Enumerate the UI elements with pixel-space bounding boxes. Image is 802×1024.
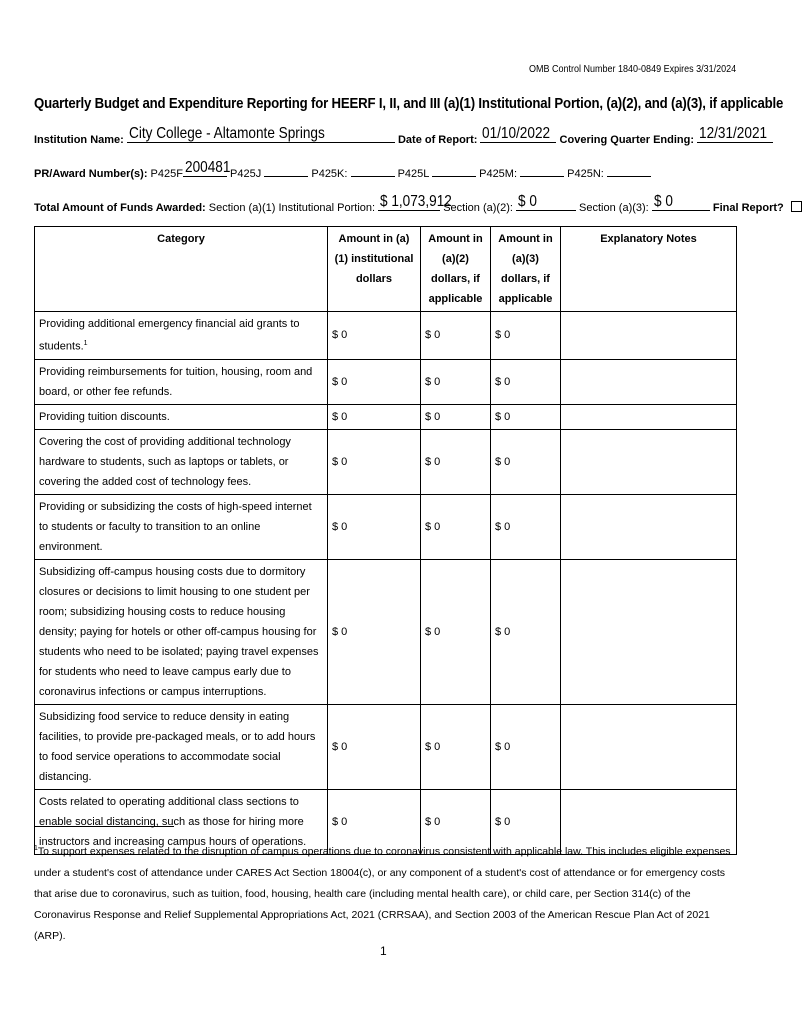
- p425f-value: 200481: [184, 159, 231, 176]
- header-category: Category: [35, 227, 328, 312]
- explanatory-notes-cell[interactable]: [561, 404, 737, 429]
- section-a3-value: $ 0: [653, 193, 673, 210]
- amount-a3-cell[interactable]: $ 0: [491, 789, 561, 854]
- amount-a2-cell[interactable]: $ 0: [421, 312, 491, 360]
- amount-a1-cell[interactable]: $ 0: [328, 789, 421, 854]
- institution-label: Institution Name:: [34, 134, 124, 146]
- institution-name-value: City College - Altamonte Springs: [128, 125, 325, 142]
- amount-a3-cell[interactable]: $ 0: [491, 559, 561, 704]
- category-cell: [35, 704, 328, 789]
- pr-award-label: PR/Award Number(s):: [34, 168, 148, 180]
- covering-quarter-field[interactable]: [697, 125, 773, 143]
- category-cell: [35, 404, 328, 429]
- amount-a2-cell[interactable]: $ 0: [421, 494, 491, 559]
- amount-a1-cell[interactable]: $ 0: [328, 404, 421, 429]
- table-row: [35, 404, 737, 429]
- amount-a1-cell[interactable]: $ 0: [328, 429, 421, 494]
- header-amount-a3: Amount in (a)(3) dollars, if applicable: [491, 227, 561, 312]
- explanatory-notes-cell[interactable]: [561, 704, 737, 789]
- category-text: Providing additional emergency financial aid grants to students.: [39, 318, 300, 353]
- explanatory-notes-cell[interactable]: [561, 359, 737, 404]
- amount-a1-cell[interactable]: $ 0: [328, 704, 421, 789]
- form-title: Quarterly Budget and Expenditure Reporting for HEERF I, II, and III (a)(1) Institutional Portion, (a)(2), and (a)(3), if applicable: [34, 95, 784, 112]
- category-text: Subsidizing off-campus housing costs due to dormitory closures or decisions to limit housing to one student per room; subsidizing housing costs to reduce housing density; paying for hotels or other off-campus housing for students who need to be isolated; paying travel expenses for students who need to leave campus early due to coronavirus infections or campus interruptions.: [39, 565, 319, 698]
- page-number: 1: [380, 944, 387, 958]
- total-funds-line: [34, 193, 802, 214]
- header-explanatory-notes: Explanatory Notes: [561, 227, 737, 312]
- footnote-divider: [34, 826, 174, 827]
- table-row: [35, 704, 737, 789]
- category-text: Providing tuition discounts.: [39, 410, 170, 423]
- final-report-checkbox[interactable]: [791, 201, 802, 212]
- category-cell: [35, 494, 328, 559]
- p425n-label: P425N:: [567, 168, 604, 180]
- section-a2-field[interactable]: [516, 193, 576, 211]
- table-row: [35, 312, 737, 360]
- amount-a1-cell[interactable]: $ 0: [328, 359, 421, 404]
- p425m-field[interactable]: [520, 165, 564, 177]
- award-number-line: [34, 159, 651, 180]
- p425j-field[interactable]: [264, 165, 308, 177]
- table-header-row: [35, 227, 737, 312]
- section-a2-value: $ 0: [517, 193, 537, 210]
- omb-control-number: OMB Control Number 1840-0849 Expires 3/31/2024: [528, 64, 736, 75]
- section-a1-field[interactable]: [378, 193, 453, 211]
- category-cell: [35, 312, 328, 360]
- header-amount-a2: Amount in (a)(2) dollars, if applicable: [421, 227, 491, 312]
- amount-a1-cell[interactable]: $ 0: [328, 494, 421, 559]
- category-text: Providing reimbursements for tuition, housing, room and board, or other fee refunds.: [39, 365, 313, 398]
- amount-a3-cell[interactable]: $ 0: [491, 494, 561, 559]
- amount-a2-cell[interactable]: $ 0: [421, 704, 491, 789]
- header-amount-a1: Amount in (a)(1) institutional dollars: [328, 227, 421, 312]
- amount-a3-cell[interactable]: $ 0: [491, 404, 561, 429]
- covering-quarter-value: 12/31/2021: [699, 125, 768, 142]
- p425f-label: P425F: [150, 168, 183, 180]
- p425n-field[interactable]: [607, 165, 651, 177]
- p425k-field[interactable]: [351, 165, 395, 177]
- amount-a3-cell[interactable]: $ 0: [491, 429, 561, 494]
- footnote: [34, 838, 738, 947]
- section-a3-field[interactable]: [652, 193, 710, 211]
- amount-a2-cell[interactable]: $ 0: [421, 359, 491, 404]
- category-cell: [35, 429, 328, 494]
- category-text: Subsidizing food service to reduce density in eating facilities, to provide pre-packaged meals, or to add hours to food service operations to accommodate social distancing.: [39, 710, 316, 783]
- amount-a2-cell[interactable]: $ 0: [421, 404, 491, 429]
- date-of-report-label: Date of Report:: [397, 134, 478, 146]
- footnote-text: To support expenses related to the disruption of campus operations due to coronavirus consistent with applicable law. This includes eligible expenses under a student's cost of attendance under CARES Act Section 18004(c), or any component of a student's cost of attendance or for emergency costs that arise due to coronavirus, such as tuition, food, housing, health care (including mental health care), or child care, per Section 314(c) of the Coronavirus Response and Relief Supplemental Appropriations Act, 2021 (CRRSAA), and Section 2003 of the American Rescue Plan Act of 2021 (ARP).: [34, 845, 731, 942]
- institution-line: [34, 125, 773, 146]
- explanatory-notes-cell[interactable]: [561, 494, 737, 559]
- section-a1-value: $ 1,073,912: [380, 193, 453, 210]
- institution-name-field[interactable]: [127, 125, 395, 143]
- table-row: [35, 494, 737, 559]
- date-of-report-value: 01/10/2022: [482, 125, 551, 142]
- table-row: [35, 429, 737, 494]
- table-row: [35, 359, 737, 404]
- amount-a1-cell[interactable]: $ 0: [328, 312, 421, 360]
- p425k-label: P425K:: [311, 168, 348, 180]
- explanatory-notes-cell[interactable]: [561, 312, 737, 360]
- p425m-label: P425M:: [479, 168, 518, 180]
- amount-a2-cell[interactable]: $ 0: [421, 559, 491, 704]
- explanatory-notes-cell[interactable]: [561, 429, 737, 494]
- section-a2-label: Section (a)(2):: [443, 202, 513, 214]
- table-row: [35, 559, 737, 704]
- footnote-marker: 1: [34, 845, 38, 852]
- p425j-label: P425J: [230, 168, 262, 180]
- section-a3-label: Section (a)(3):: [579, 202, 649, 214]
- covering-quarter-label: Covering Quarter Ending:: [559, 134, 695, 146]
- category-text: Costs related to operating additional class sections to enable social distancing, such as those for hiring more instructors and increasing campus hours of operations.: [39, 795, 307, 848]
- footnote-reference: 1: [83, 340, 88, 347]
- amount-a1-cell[interactable]: $ 0: [328, 559, 421, 704]
- amount-a3-cell[interactable]: $ 0: [491, 704, 561, 789]
- amount-a2-cell[interactable]: $ 0: [421, 429, 491, 494]
- explanatory-notes-cell[interactable]: [561, 559, 737, 704]
- amount-a2-cell[interactable]: $ 0: [421, 789, 491, 854]
- amount-a3-cell[interactable]: $ 0: [491, 312, 561, 360]
- category-cell: [35, 359, 328, 404]
- amount-a3-cell[interactable]: $ 0: [491, 359, 561, 404]
- category-text: Covering the cost of providing additional technology hardware to students, such as laptops or tablets, or covering the added cost of technology fees.: [39, 435, 291, 488]
- final-report-label: Final Report?: [712, 202, 784, 214]
- p425l-label: P425L: [397, 168, 429, 180]
- p425f-field[interactable]: [183, 159, 231, 177]
- category-cell: [35, 559, 328, 704]
- expenditure-table: [34, 226, 737, 855]
- category-text: Providing or subsidizing the costs of high-speed internet to students or faculty to transition to an online environment.: [39, 500, 312, 553]
- date-of-report-field[interactable]: [480, 125, 556, 143]
- total-funds-label: Total Amount of Funds Awarded:: [34, 202, 206, 214]
- p425l-field[interactable]: [432, 165, 476, 177]
- section-a1-label: Section (a)(1) Institutional Portion:: [208, 202, 376, 214]
